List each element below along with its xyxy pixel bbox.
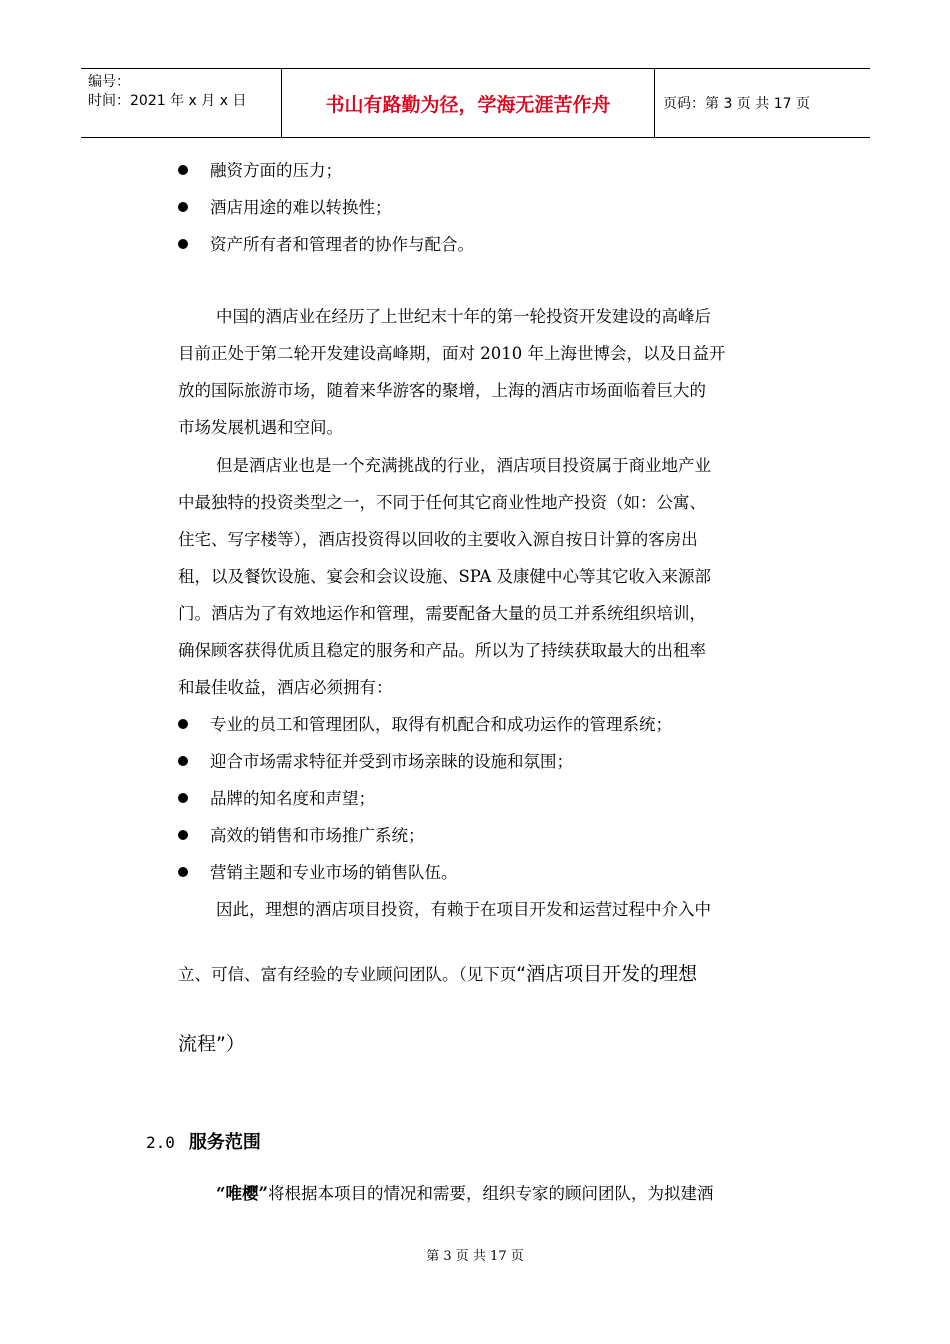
section-heading [146,1132,261,1154]
paragraph-line: 中最独特的投资类型之一，不同于任何其它商业性地产投资（如：公寓、 [178,493,706,512]
header-motto-cell [282,69,655,137]
paragraph-line: 租，以及餐饮设施、宴会和会议设施、SPA 及康健中心等其它收入来源部 [178,567,712,586]
bullet-icon [178,793,188,803]
bullet-icon [178,239,188,249]
bullet-icon [178,867,188,877]
paragraph-line: 立、可信、富有经验的专业顾问团队。（见下页“酒店项目开发的理想 [178,963,698,985]
list-item: 酒店用途的难以转换性； [178,197,392,219]
paragraph-line: 因此，理想的酒店项目投资，有赖于在项目开发和运营过程中介入中 [216,900,711,919]
bullet-icon [178,756,188,766]
list-item: 营销主题和专业市场的销售队伍。 [178,862,458,884]
list-item: 融资方面的压力； [178,160,342,182]
company-name: “唯樱” [216,1184,268,1203]
header-info-cell [81,69,282,137]
number-label: 编号： [88,74,130,90]
bullet-icon [178,165,188,175]
paragraph-line: 确保顾客获得优质且稳定的服务和产品。所以为了持续获取最大的出租率 [178,641,706,660]
section-number: 2.0 [146,1133,175,1152]
bullet-icon [178,719,188,729]
list-item: 高效的销售和市场推广系统； [178,825,425,847]
header-page-cell [655,69,870,137]
paragraph-line: 但是酒店业也是一个充满挑战的行业，酒店项目投资属于商业地产业 [216,456,711,475]
list-item: 专业的员工和管理团队，取得有机配合和成功运作的管理系统； [178,714,672,736]
page-header [81,68,870,138]
list-item: 迎合市场需求特征并受到市场亲睐的设施和氛围； [178,751,573,773]
paragraph-line: 目前正处于第二轮开发建设高峰期，面对 2010 年上海世博会，以及日益开 [178,344,726,363]
motto: 书山有路勤为径，学海无涯苦作舟 [325,94,611,116]
page-footer: 第 3 页 共 17 页 [426,1249,524,1264]
paragraph-line: 流程”） [178,1033,245,1055]
section-title: 服务范围 [188,1132,261,1153]
paragraph-line: 住宅、写字楼等），酒店投资得以回收的主要收入源自按日计算的客房出 [178,530,698,549]
paragraph-line: 中国的酒店业在经历了上世纪末十年的第一轮投资开发建设的高峰后 [216,307,711,326]
paragraph-line: “唯樱”将根据本项目的情况和需要，组织专家的顾问团队，为拟建酒 [216,1184,714,1203]
time-label: 时间：2021 年 x 月 x 日 [88,93,247,109]
paragraph-line: 门。酒店为了有效地运作和管理，需要配备大量的员工并系统组织培训， [178,604,706,623]
list-item: 品牌的知名度和声望； [178,788,375,810]
bullet-icon [178,202,188,212]
paragraph-line: 放的国际旅游市场，随着来华游客的聚增，上海的酒店市场面临着巨大的 [178,381,706,400]
paragraph-line: 市场发展机遇和空间。 [178,418,343,437]
bullet-icon [178,830,188,840]
paragraph-line: 和最佳收益，酒店必须拥有： [178,678,393,697]
page-info: 页码：第 3 页 共 17 页 [663,96,810,112]
list-item: 资产所有者和管理者的协作与配合。 [178,234,474,256]
